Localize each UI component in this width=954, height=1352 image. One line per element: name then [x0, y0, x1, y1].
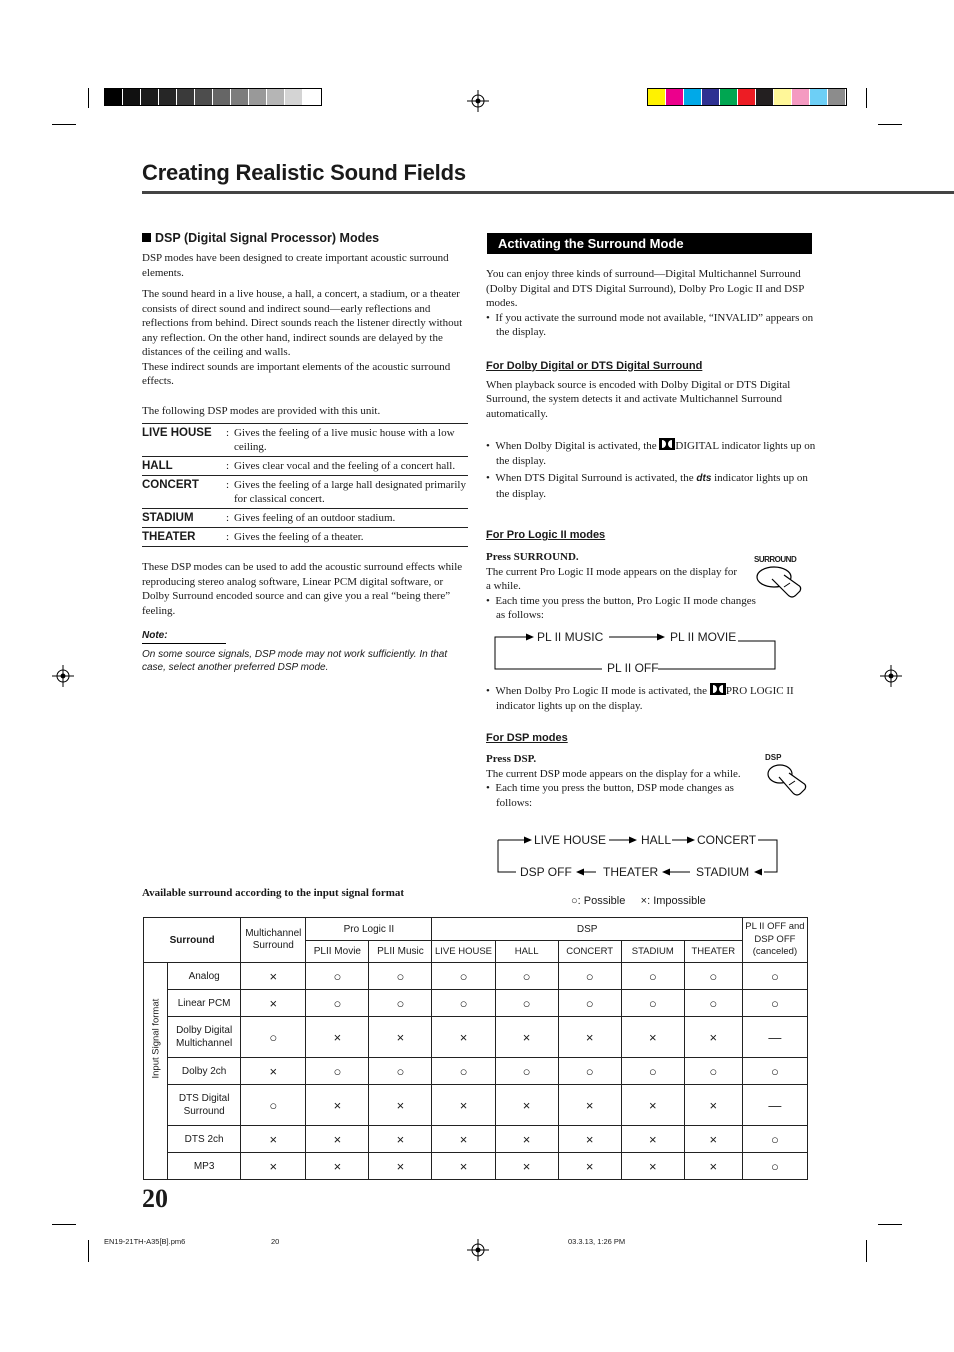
double-d-icon — [710, 683, 726, 695]
dolby-heading: For Dolby Digital or DTS Digital Surround — [486, 359, 703, 372]
dsp-mode-name: CONCERT — [142, 479, 199, 491]
dsp-mode-desc: Gives clear vocal and the feeling of a concert hall. — [234, 460, 456, 472]
dsp-flow-concert: CONCERT — [697, 833, 757, 847]
dsp-flow-dspoff: DSP OFF — [520, 865, 572, 879]
registration-target-icon — [467, 1239, 489, 1261]
crop-mark — [866, 1240, 867, 1262]
registration-target-icon — [467, 90, 489, 112]
signal-label: DTS Digital Surround — [168, 1085, 241, 1126]
dsp-modes-heading: For DSP modes — [486, 732, 568, 744]
plii-flow-music: PL II MUSIC — [537, 630, 604, 644]
availability-cell: — — [742, 1017, 807, 1058]
availability-cell: × — [241, 963, 306, 990]
availability-cell: × — [306, 1085, 369, 1126]
signal-label: Linear PCM — [168, 990, 241, 1017]
plii-heading: For Pro Logic II modes — [486, 529, 606, 541]
dolby-bullet-post: DIGITAL indicator lights up on the display. — [496, 440, 816, 467]
plii-flow-arrows — [494, 628, 778, 674]
crop-mark — [878, 1224, 902, 1225]
dsp-paragraph: The following DSP modes are provided with this unit. — [142, 404, 381, 417]
color-swatch — [756, 89, 774, 105]
dsp-mode-name: THEATER — [142, 531, 196, 543]
dsp-modes-table — [142, 423, 468, 547]
availability-cell: ○ — [684, 963, 742, 990]
availability-cell: × — [495, 1085, 558, 1126]
signal-label: Dolby Digital Multichannel — [168, 1017, 241, 1058]
availability-cell: ○ — [495, 963, 558, 990]
dsp-flow-diagram — [496, 832, 782, 880]
availability-cell: × — [432, 1085, 495, 1126]
plii-indicator-pre: When Dolby Pro Logic II mode is activated, the — [495, 685, 710, 697]
sub-head: PLII Movie — [306, 941, 369, 963]
plii-indicator-bullet: • When Dolby Pro Logic II mode is activated, the PRO LOGIC II indicator lights up on the display. — [486, 685, 794, 712]
availability-cell: ○ — [306, 1058, 369, 1085]
availability-cell: ○ — [684, 1058, 742, 1085]
availability-cell: ○ — [558, 1058, 621, 1085]
dsp-paragraph: The sound heard in a live house, a hall, a concert, a stadium, or a theater consists of direct sound and indirect sound—early reflections and reflections from behind. Direct sounds reach the listener directly without any reflection. On the other hand, indirect sounds are delayed by the distances of the ceiling and walls. — [142, 288, 463, 358]
signal-label: Dolby 2ch — [168, 1058, 241, 1085]
availability-cell: ○ — [742, 990, 807, 1017]
dsp-paragraph: These indirect sounds are important elements of the acoustic surround effects. — [142, 360, 451, 387]
availability-cell: × — [495, 1126, 558, 1153]
color-swatch — [738, 89, 756, 105]
availability-cell: ○ — [369, 990, 432, 1017]
plii-flow-off: PL II OFF — [607, 661, 659, 675]
dts-logo-icon: dts — [696, 473, 712, 484]
plii-bullet: • Each time you press the button, Pro Logic II mode changes as follows: — [486, 594, 756, 621]
plii-flow-movie: PL II MOVIE — [670, 630, 737, 644]
color-swatch — [213, 89, 231, 105]
dsp-mode-desc: Gives the feeling of a live music house with a low ceiling. — [234, 427, 455, 453]
dsp-bullet-text: Each time you press the button, DSP mode changes as follows: — [495, 782, 734, 809]
note-label: Note: — [142, 630, 226, 644]
page-number: 20 — [142, 1184, 168, 1213]
crop-mark — [88, 88, 89, 108]
availability-cell: ○ — [306, 963, 369, 990]
head-prologic: Pro Logic II — [306, 918, 432, 941]
sub-head: HALL — [495, 941, 558, 963]
dolby-text: When playback source is encoded with Dolby Digital or DTS Digital Surround, the system detects it and activate Multichannel Surround automatically. — [486, 378, 791, 420]
availability-cell: ○ — [621, 963, 684, 990]
crop-mark — [88, 1240, 89, 1262]
dts-bullet-post: indicator lights up on the display. — [496, 472, 808, 500]
color-swatch — [720, 89, 738, 105]
signal-row — [144, 1085, 808, 1126]
availability-cell: × — [432, 1153, 495, 1180]
possible-mark-icon: ○ — [571, 895, 578, 907]
dsp-mode-desc: Gives feeling of an outdoor stadium. — [234, 512, 396, 524]
registration-target-icon — [52, 665, 74, 687]
invalid-bullet-text: If you activate the surround mode not available, “INVALID” appears on the display. — [495, 311, 814, 338]
availability-cell: ○ — [432, 963, 495, 990]
color-swatch — [195, 89, 213, 105]
availability-cell: ○ — [495, 1058, 558, 1085]
availability-cell: × — [241, 1153, 306, 1180]
availability-cell: ○ — [432, 1058, 495, 1085]
availability-cell: × — [369, 1017, 432, 1058]
color-swatch — [285, 89, 303, 105]
head-surround: Surround — [144, 918, 241, 963]
registration-target-icon — [880, 665, 902, 687]
availability-cell: × — [621, 1126, 684, 1153]
availability-cell: × — [241, 990, 306, 1017]
signal-row — [144, 990, 808, 1017]
availability-cell: × — [369, 1153, 432, 1180]
dsp-mode-colon: : — [226, 460, 230, 472]
dsp-mode-row — [142, 457, 468, 476]
finger-press-icon — [765, 763, 815, 803]
availability-cell: ○ — [558, 963, 621, 990]
dsp-button-illustration — [765, 753, 815, 803]
availability-cell: × — [369, 1126, 432, 1153]
double-d-icon — [659, 438, 675, 450]
availability-cell: × — [621, 1017, 684, 1058]
surround-banner: Activating the Surround Mode — [487, 233, 812, 254]
color-swatch — [267, 89, 285, 105]
availability-cell: × — [684, 1017, 742, 1058]
availability-cell: — — [742, 1085, 807, 1126]
impossible-mark-icon: × — [640, 895, 648, 907]
crop-mark — [866, 88, 867, 108]
availability-cell: × — [558, 1085, 621, 1126]
availability-cell: × — [306, 1153, 369, 1180]
dsp-flow-arrows — [496, 832, 782, 880]
color-swatch — [666, 89, 684, 105]
availability-cell: × — [241, 1126, 306, 1153]
dsp-intro: DSP modes have been designed to create important acoustic surround elements. — [142, 252, 449, 279]
dsp-mode-name: STADIUM — [142, 512, 194, 524]
crop-mark — [52, 124, 76, 125]
availability-cell: × — [684, 1126, 742, 1153]
surround-button-illustration — [754, 555, 810, 601]
dts-bullet-pre: When DTS Digital Surround is activated, the — [495, 472, 697, 484]
availability-cell: × — [369, 1085, 432, 1126]
head-pliioff: PL II OFF and DSP OFF (canceled) — [742, 918, 807, 963]
dsp-flow-stadium: STADIUM — [696, 865, 750, 879]
availability-cell: ○ — [621, 990, 684, 1017]
finger-press-icon — [754, 565, 810, 603]
dsp-mode-row — [142, 424, 468, 457]
color-swatch — [648, 89, 666, 105]
surround-availability-table — [143, 917, 808, 1180]
availability-cell: × — [432, 1017, 495, 1058]
sub-head: LIVE HOUSE — [432, 941, 495, 963]
availability-cell: ○ — [241, 1085, 306, 1126]
availability-cell: ○ — [684, 990, 742, 1017]
dsp-mode-name: HALL — [142, 460, 173, 472]
head-multichannel: Multichannel Surround — [241, 918, 306, 963]
note-text: On some source signals, DSP mode may not work sufficiently. In that case, select another preferred DSP mode. — [142, 649, 448, 673]
color-swatch — [810, 89, 828, 105]
signal-label: DTS 2ch — [168, 1126, 241, 1153]
color-swatch — [684, 89, 702, 105]
head-dsp: DSP — [432, 918, 742, 941]
title-rule — [142, 191, 954, 194]
color-swatch — [249, 89, 267, 105]
availability-cell: × — [558, 1017, 621, 1058]
availability-cell: × — [684, 1153, 742, 1180]
availability-cell: × — [241, 1058, 306, 1085]
color-registration-bar — [647, 88, 847, 106]
sub-head: CONCERT — [558, 941, 621, 963]
dsp-mode-colon: : — [226, 479, 230, 491]
surround-button-label: SURROUND — [754, 555, 797, 564]
signal-row — [144, 1058, 808, 1085]
table-legend — [571, 895, 706, 907]
dsp-flow-hall: HALL — [641, 833, 672, 847]
plii-flow-diagram — [494, 628, 778, 675]
color-swatch — [159, 89, 177, 105]
availability-cell: ○ — [742, 1126, 807, 1153]
color-swatch — [828, 89, 846, 105]
color-swatch — [231, 89, 249, 105]
color-swatch — [792, 89, 810, 105]
availability-cell: ○ — [742, 1153, 807, 1180]
color-swatch — [123, 89, 141, 105]
availability-cell: ○ — [369, 963, 432, 990]
plii-bullet-text: Each time you press the button, Pro Logic II mode changes as follows: — [495, 594, 756, 621]
dsp-press: Press DSP. — [486, 753, 537, 765]
dsp-heading-text: DSP (Digital Signal Processor) Modes — [155, 231, 380, 245]
availability-cell: × — [306, 1017, 369, 1058]
dsp-heading — [142, 231, 470, 245]
availability-cell: × — [621, 1085, 684, 1126]
availability-cell: ○ — [306, 990, 369, 1017]
dsp-text: The current DSP mode appears on the display for a while. — [486, 767, 741, 780]
dsp-flow-livehouse: LIVE HOUSE — [534, 833, 607, 847]
plii-text: The current Pro Logic II mode appears on the display for a while. — [486, 565, 738, 592]
availability-cell: ○ — [621, 1058, 684, 1085]
availability-cell: ○ — [742, 963, 807, 990]
color-swatch — [141, 89, 159, 105]
signal-row — [144, 1017, 808, 1058]
availability-cell: × — [495, 1017, 558, 1058]
signal-row — [144, 1153, 808, 1180]
page-title: Creating Realistic Sound Fields — [142, 160, 466, 185]
availability-cell: × — [621, 1153, 684, 1180]
dsp-mode-desc: Gives the feeling of a large hall designated primarily for classical concert. — [234, 479, 466, 505]
availability-cell: × — [558, 1126, 621, 1153]
sub-head: STADIUM — [621, 941, 684, 963]
color-swatch — [702, 89, 720, 105]
legend-impossible: : Impossible — [647, 895, 706, 907]
dts-bullet: • When DTS Digital Surround is activated, the dts indicator lights up on the display. — [486, 472, 808, 500]
availability-cell: × — [684, 1085, 742, 1126]
dsp-mode-colon: : — [226, 512, 230, 524]
footer-timestamp: 03.3.13, 1:26 PM — [568, 1237, 626, 1246]
dsp-button-label: DSP — [765, 753, 782, 762]
dsp-mode-row — [142, 528, 468, 547]
dsp-usage-paragraph: These DSP modes can be used to add the acoustic surround effects while reproducing stereo analog software, Linear PCM digital software, or Dolby Surround encoded source and can give you a real “being there” feeling. — [142, 561, 463, 617]
dsp-mode-row — [142, 476, 468, 509]
dsp-mode-desc: Gives the feeling of a theater. — [234, 531, 364, 543]
plii-press: Press SURROUND. — [486, 551, 579, 563]
color-swatch — [177, 89, 195, 105]
side-label: Input Signal format — [150, 998, 161, 1078]
dsp-bullet: • Each time you press the button, DSP mode changes as follows: — [486, 782, 734, 809]
sub-head: PLII Music — [369, 941, 432, 963]
dsp-mode-colon: : — [226, 531, 230, 543]
availability-cell: ○ — [742, 1058, 807, 1085]
dsp-mode-colon: : — [226, 427, 230, 439]
invalid-bullet: • If you activate the surround mode not available, “INVALID” appears on the display. — [486, 311, 814, 338]
surround-intro: You can enjoy three kinds of surround—Digital Multichannel Surround (Dolby Digital and DTS Digital Surround), Dolby Pro Logic II and DSP modes. — [486, 268, 804, 309]
color-swatch — [303, 89, 321, 105]
availability-cell: × — [558, 1153, 621, 1180]
availability-cell: ○ — [558, 990, 621, 1017]
sub-head: THEATER — [684, 941, 742, 963]
dsp-flow-theater: THEATER — [603, 865, 659, 879]
table-caption: Available surround according to the input signal format — [142, 887, 405, 899]
availability-cell: ○ — [241, 1017, 306, 1058]
availability-cell: ○ — [495, 990, 558, 1017]
footer-file: EN19-21TH-A35[B].pm6 — [104, 1237, 186, 1246]
dsp-mode-name: LIVE HOUSE — [142, 427, 212, 439]
left-column — [142, 231, 470, 674]
dolby-bullet: • When Dolby Digital is activated, the DIGITAL indicator lights up on the display. — [486, 440, 816, 467]
legend-possible: : Possible — [577, 895, 626, 907]
signal-label: Analog — [168, 963, 241, 990]
side-label-cell — [144, 963, 168, 1180]
signal-row — [144, 1126, 808, 1153]
color-swatch — [105, 89, 123, 105]
crop-mark — [878, 124, 902, 125]
crop-mark — [52, 1224, 76, 1225]
availability-cell: × — [495, 1153, 558, 1180]
signal-label: MP3 — [168, 1153, 241, 1180]
dsp-mode-row — [142, 509, 468, 528]
plii-indicator-post: PRO LOGIC II indicator lights up on the display. — [496, 685, 794, 712]
availability-cell: × — [306, 1126, 369, 1153]
footer-file-page: 20 — [271, 1237, 280, 1246]
dolby-bullet-pre: When Dolby Digital is activated, the — [495, 440, 660, 452]
availability-cell: ○ — [432, 990, 495, 1017]
signal-row — [144, 963, 808, 990]
color-swatch — [774, 89, 792, 105]
availability-cell: × — [432, 1126, 495, 1153]
availability-cell: ○ — [369, 1058, 432, 1085]
gray-registration-bar — [104, 88, 322, 106]
square-bullet-icon — [142, 233, 151, 242]
